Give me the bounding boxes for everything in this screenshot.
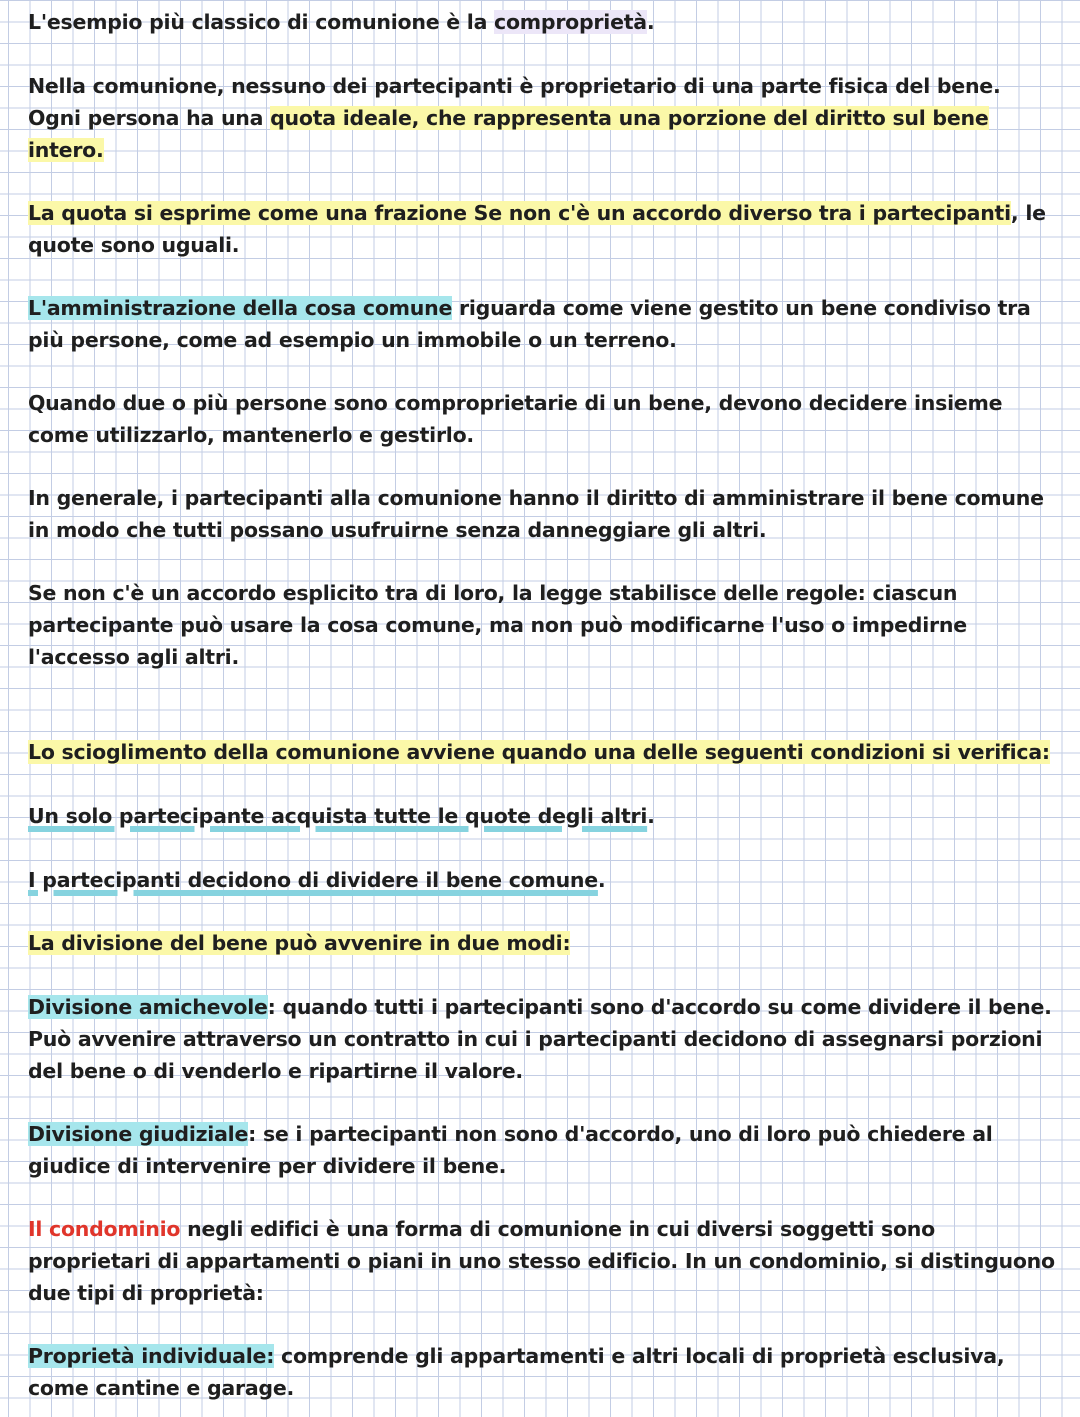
paragraph-divisione-amichevole: [28, 991, 1058, 1087]
paragraph-quota-frazione: [28, 197, 1058, 261]
paragraph-divisione-giudiziale: [28, 1118, 1058, 1182]
paragraph-comproprietarie: Quando due o più persone sono comproprietarie di un bene, devono decidere insieme come utilizzarlo, mantenerlo e gestirlo.: [28, 391, 1003, 447]
text: Nella comunione, nessuno dei partecipanti è proprietario di una parte fisica del bene. Ogni persona ha una: [28, 74, 1001, 130]
paragraph-proprieta-individuale: [28, 1340, 1058, 1404]
term-divisione-giudiziale: Divisione giudiziale: [28, 1122, 249, 1146]
term-condominio: Il condominio: [28, 1217, 181, 1241]
term-amministrazione: L'amministrazione della cosa comune: [28, 296, 453, 320]
term-proprieta-individuale: Proprietà individuale:: [28, 1344, 275, 1368]
paragraph-condizione-1: [28, 800, 1058, 832]
text: .: [646, 10, 655, 34]
text: , le quote sono uguali.: [28, 201, 1046, 257]
text: comprende gli appartamenti e altri locali di proprietà esclusiva, come cantine e garage.: [28, 1344, 1005, 1400]
text: negli edifici è una forma di comunione in cui diversi soggetti sono proprietari di appartamenti o piani in uno stesso edificio. In un condominio, si distinguono due tipi di proprietà:: [28, 1217, 1055, 1305]
highlight-scioglimento: Lo scioglimento della comunione avviene quando una delle seguenti condizioni si verifica:: [28, 740, 1050, 764]
highlight-definition: , che rappresenta una porzione del diritto sul bene intero.: [28, 106, 989, 162]
highlight-quota-frazione: La quota si esprime come una frazione Se non c'è un accordo diverso tra i partecipanti: [28, 201, 1011, 225]
paragraph-quota-ideale: [28, 70, 1058, 166]
term-divisione-amichevole: Divisione amichevole: [28, 995, 268, 1019]
text: .: [647, 804, 655, 828]
text: : quando tutti i partecipanti sono d'accordo su come dividere il bene. Può avvenire attraverso un contratto in cui i partecipanti decidono di assegnarsi porzioni del bene o di venderlo e ripartirne il valore.: [28, 995, 1052, 1083]
text: : se i partecipanti non sono d'accordo, uno di loro può chiedere al giudice di intervenire per dividere il bene.: [28, 1122, 993, 1178]
paragraph-condominio: [28, 1213, 1058, 1309]
text: .: [597, 868, 606, 892]
term-quota-ideale: quota ideale: [270, 106, 412, 130]
paragraph-divisione-modi: [28, 927, 1058, 959]
highlight-divisione-modi: La divisione del bene può avvenire in due modi:: [28, 931, 571, 955]
term-comproprieta: comproprietà: [494, 10, 647, 34]
text: riguarda come viene gestito un bene condiviso tra più persone, come ad esempio un immobile o un terreno.: [28, 296, 1031, 352]
paragraph-condizione-2: [28, 864, 1058, 896]
paragraph-regole-legge: Se non c'è un accordo esplicito tra di loro, la legge stabilisce delle regole: ciascun partecipante può usare la cosa comune, ma non può modificarne l'uso o impedirne l'accesso agli altri.: [28, 581, 967, 669]
underlined-condition-2: I partecipanti decidono di dividere il bene comune: [28, 868, 598, 892]
paragraph-scioglimento: [28, 736, 1058, 768]
paragraph-diritto-amministrare: In generale, i partecipanti alla comunione hanno il diritto di amministrare il bene comune in modo che tutti possano usufruirne senza danneggiare gli altri.: [28, 486, 1044, 542]
paragraph-amministrazione: [28, 292, 1058, 356]
underlined-condition-1: Un solo partecipante acquista tutte le quote degli altri: [28, 804, 648, 828]
text: L'esempio più classico di comunione è la: [28, 10, 495, 34]
paragraph-comproprieta: [28, 6, 1058, 38]
